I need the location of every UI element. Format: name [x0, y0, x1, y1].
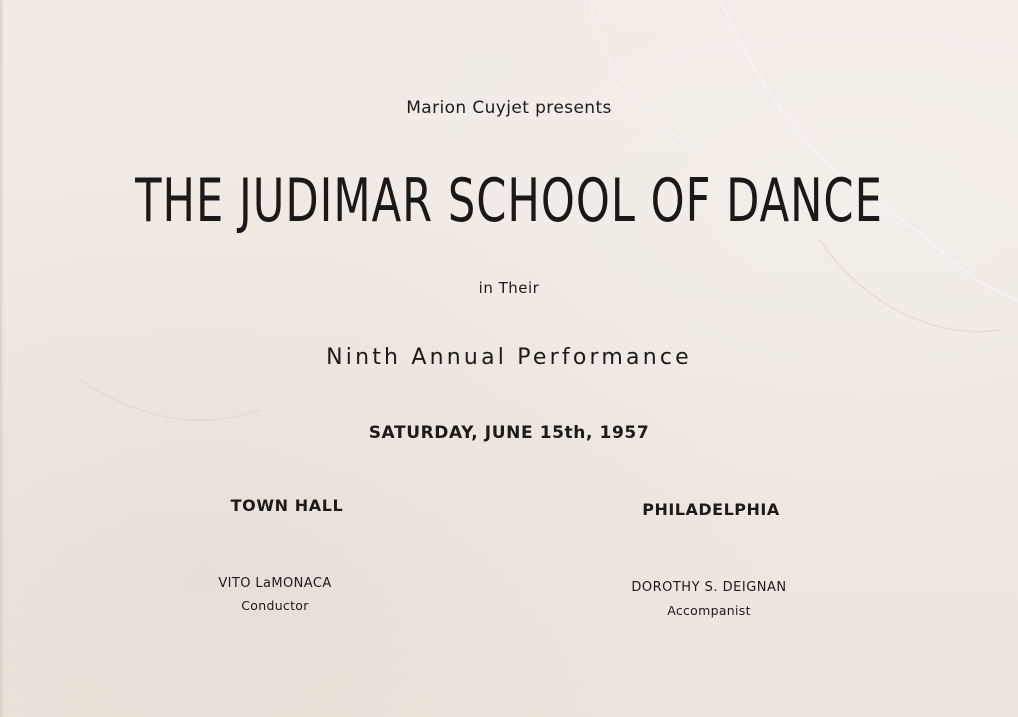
performance-title: Ninth Annual Performance	[326, 345, 692, 370]
school-title: THE JUDIMAR SCHOOL OF DANCE	[135, 166, 883, 236]
conductor-role: Conductor	[241, 598, 309, 613]
venue-name: TOWN HALL	[230, 496, 344, 515]
accompanist-role: Accompanist	[667, 603, 751, 618]
conductor-name: VITO LaMONACA	[218, 576, 332, 591]
performance-date: SATURDAY, JUNE 15th, 1957	[368, 423, 650, 443]
accompanist-name: DOROTHY S. DEIGNAN	[631, 580, 787, 595]
presenter-line: Marion Cuyjet presents	[406, 98, 612, 118]
in-their-line: in Their	[478, 279, 540, 297]
venue-city: PHILADELPHIA	[642, 500, 780, 519]
